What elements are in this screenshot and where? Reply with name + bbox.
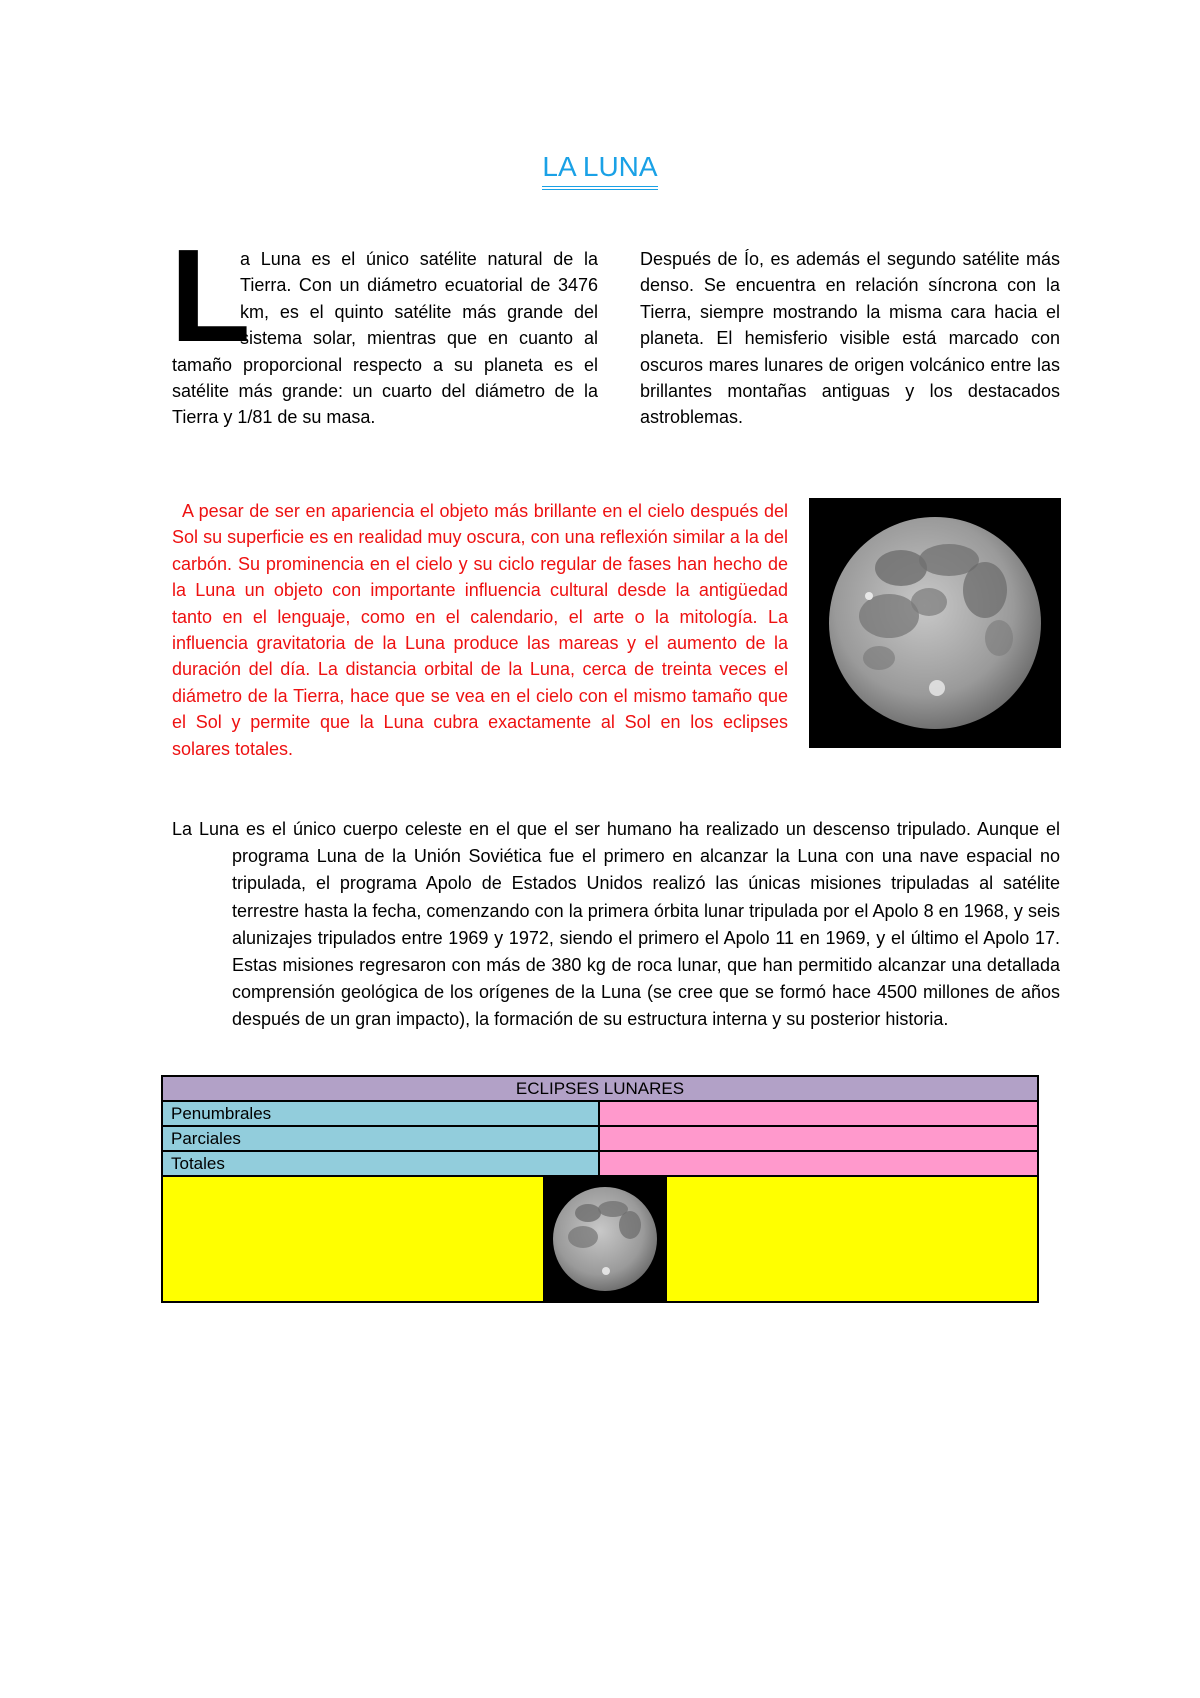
intro-right-text: Después de Ío, es además el segundo satélite más denso. Se encuentra en relación síncrona con la Tierra, siempre mostrando la misma cara hacia el planeta. El hemisferio visible está marcado con oscuros mares lunares de origen volcánico entre las brillantes montañas antiguas y los destacados astroblemas.	[640, 249, 1060, 428]
table-row	[162, 1101, 1038, 1126]
intro-left-text: a Luna es el único satélite natural de la Tierra. Con un diámetro ecuatorial de 3476 km, es el quinto satélite más grande del sistema solar, mientras que en cuanto al tamaño proporcional respecto a su planeta es el satélite más grande: un cuarto del diámetro de la Tierra y 1/81 de su masa.	[172, 249, 598, 428]
intro-column-right	[640, 246, 1060, 431]
moon-image	[809, 498, 1061, 748]
page-title	[0, 150, 1200, 190]
row-label: Parciales	[162, 1126, 599, 1151]
table-header: ECLIPSES LUNARES	[162, 1076, 1038, 1101]
red-paragraph-text: A pesar de ser en apariencia el objeto más brillante en el cielo después del Sol su superficie es en realidad muy oscura, con una reflexión similar a la del carbón. Su prominencia en el cielo y su ciclo regular de fases han hecho de la Luna un objeto con importante influencia cultural desde la antigüedad tanto en el lenguaje, como en el calendario, el arte o la mitología. La influencia gravitatoria de la Luna produce las mareas y el aumento de la duración del día. La distancia orbital de la Luna, cerca de treinta veces el diámetro de la Tierra, hace que se vea en el cielo con el mismo tamaño que el Sol y permite que la Luna cubra exactamente al Sol en los eclipses solares totales.	[172, 501, 788, 759]
row-value	[599, 1101, 1038, 1126]
table-image-row	[162, 1176, 1038, 1302]
moon-illustration	[809, 498, 1061, 748]
table-row	[162, 1151, 1038, 1176]
eclipses-table	[161, 1075, 1039, 1303]
small-moon-illustration	[543, 1177, 667, 1301]
small-moon-image	[543, 1177, 667, 1301]
red-paragraph	[172, 498, 788, 762]
row-value	[599, 1151, 1038, 1176]
history-paragraph-text: La Luna es el único cuerpo celeste en el que el ser humano ha realizado un descenso tripulado. Aunque el programa Luna de la Unión Soviética fue el primero en alcanzar la Luna con una nave espacial no tripulada, el programa Apolo de Estados Unidos realizó las únicas misiones tripuladas al satélite terrestre hasta la fecha, comenzando con la primera órbita lunar tripulada por el Apolo 8 en 1968, y seis alunizajes tripulados entre 1969 y 1972, siendo el primero el Apolo 11 en 1969, y el último el Apolo 17. Estas misiones regresaron con más de 380 kg de roca lunar, que han permitido alcanzar una detallada comprensión geológica de los orígenes de la Luna (se cree que se formó hace 4500 millones de años después de un gran impacto), la formación de su estructura interna y su posterior historia.	[172, 819, 1060, 1030]
page-title-text: LA LUNA	[542, 150, 657, 190]
row-value	[599, 1126, 1038, 1151]
row-label: Penumbrales	[162, 1101, 599, 1126]
history-paragraph	[172, 816, 1060, 1034]
intro-column-left	[170, 222, 598, 431]
table-row	[162, 1126, 1038, 1151]
drop-cap: L	[170, 222, 251, 369]
row-label: Totales	[162, 1151, 599, 1176]
